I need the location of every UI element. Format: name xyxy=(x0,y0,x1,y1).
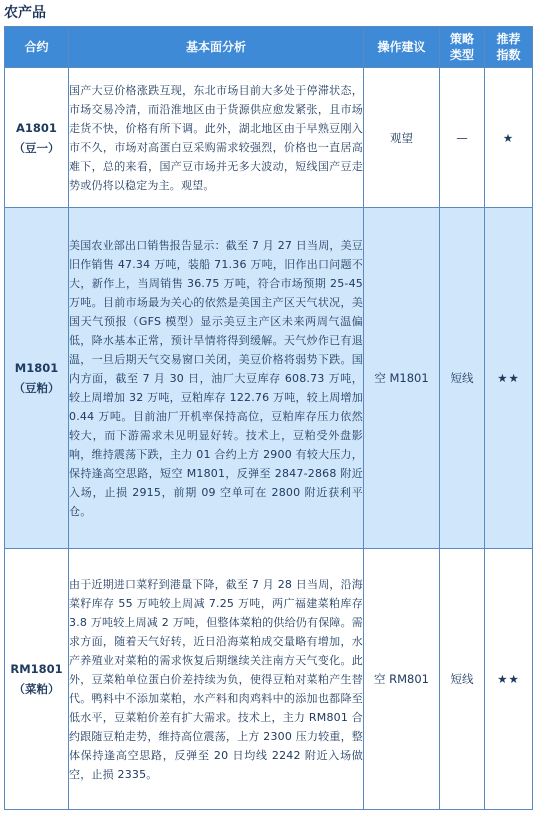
contract-cell xyxy=(5,549,69,810)
contract-cell xyxy=(5,68,69,208)
strategy-cell: 短线 xyxy=(440,549,485,810)
rating-stars: ★★ xyxy=(485,208,533,549)
operation-cell: 空 RM801 xyxy=(364,549,440,810)
header-analysis: 基本面分析 xyxy=(69,27,364,68)
contract-name: （豆一） xyxy=(13,140,60,155)
table-row-rm1801 xyxy=(5,549,533,810)
contract-name: （豆粕） xyxy=(13,381,60,395)
contract-code: RM1801 xyxy=(10,662,63,676)
strategy-cell: 短线 xyxy=(440,208,485,549)
rating-stars: ★★ xyxy=(485,549,533,810)
analysis-text: 国产大豆价格涨跌互现，东北市场目前大多处于停滞状态，市场交易冷清，而沿淮地区由于货源供应愈发紧张，且市场走货不快，价格有所下调。此外，湖北地区由于早熟豆刚入市不久，市场对高蛋白豆采购需求较强烈，价格也一直居高难下，总的来看，国产豆市场并无多大波动，短线国产豆走势或仍将以稳定为主。观望。 xyxy=(69,68,364,208)
header-rating: 推荐指数 xyxy=(485,27,533,68)
strategy-table xyxy=(4,26,533,810)
operation-cell: 观望 xyxy=(364,68,440,208)
header-strategy: 策略类型 xyxy=(440,27,485,68)
section-title: 农产品 xyxy=(4,5,46,21)
header-contract: 合约 xyxy=(5,27,69,68)
analysis-text: 美国农业部出口销售报告显示：截至 7 月 27 日当周，美豆旧作销售 47.34 万吨，装船 71.36 万吨，旧作出口问题不大，新作上，当周销售 36.75 万吨，符合市场预期 25-45 万吨。目前市场最为关心的依然是美国主产区天气状况，美国天气预报（GFS 模型）显示美豆主产区未来两周气温偏低，降水基本正常，预计旱情将得到缓解。天气炒作已有退温，一旦后期天气交易窗口关闭，美豆价格将弱势下跌。国内方面，截至 7 月 30 日，油厂大豆库存 608.73 万吨，较上周增加 32 万吨，豆粕库存 122.76 万吨，较上周增加 0.44 万吨。目前油厂开机率保持高位，豆粕库存压力依然较大，而下游需求未见明显好转。技术上，豆粕受外盘影响，维持震荡下跌，主力 01 合约上方 2900 有较大压力，保持逢高空思路，短空 M1801，反弹至 2847-2868 附近入场，止损 2915，前期 09 空单可在 2800 附近获利平仓。 xyxy=(69,208,364,549)
contract-name: （菜粕） xyxy=(13,682,60,696)
contract-cell xyxy=(5,208,69,549)
header-operation: 操作建议 xyxy=(364,27,440,68)
table-row-a1801 xyxy=(5,68,533,208)
table-row-m1801 xyxy=(5,208,533,549)
operation-cell: 空 M1801 xyxy=(364,208,440,549)
analysis-text: 由于近期进口菜籽到港量下降，截至 7 月 28 日当周，沿海菜籽库存 55 万吨较上周减 7.25 万吨，两广福建菜粕库存 3.8 万吨较上周减 2 万吨，但整体菜粕的供给仍有保障。需求方面，随着天气好转，近日沿海菜粕成交量略有增加，水产养殖业对菜粕的需求恢复后期继续关注南方天气变化。此外，豆菜粕单位蛋白价差持续为负，使得豆粕对菜粕产生替代。鸭料中不添加菜粕，水产料和肉鸡料中的添加也都降至低水平，豆菜粕价差有扩大需求。技术上，主力 RM801 合约跟随豆粕走势，维持高位震荡，上方 2300 压力较重，整体保持逢高空思路，反弹至 20 日均线 2242 附近入场做空，止损 2335。 xyxy=(69,549,364,810)
contract-code: M1801 xyxy=(14,361,59,375)
contract-code: A1801 xyxy=(16,120,57,135)
strategy-cell: — xyxy=(440,68,485,208)
rating-stars: ★ xyxy=(485,68,533,208)
table-header-row xyxy=(5,27,533,68)
